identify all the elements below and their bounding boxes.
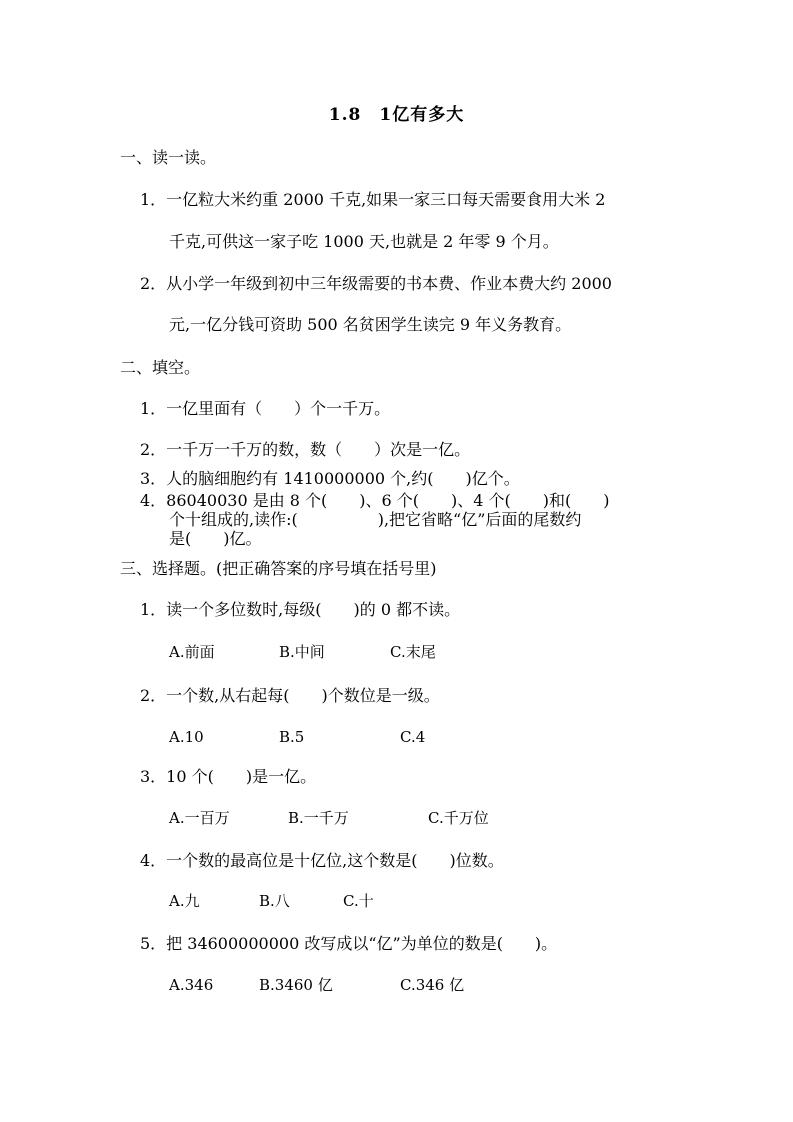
- choice-1-option-a: A.前面: [169, 643, 215, 661]
- choice-2-option-c: C.4: [400, 728, 426, 746]
- choice-question-3: 3．10 个( )是一亿。: [140, 767, 317, 786]
- section-heading-choice: 三、选择题。(把正确答案的序号填在括号里): [120, 559, 437, 578]
- choice-question-2: 2．一个数,从右起每( )个数位是一级。: [140, 686, 440, 705]
- choice-question-5: 5．把 34600000000 改写成以“亿”为单位的数是( )。: [140, 934, 558, 953]
- choice-5-option-c: C.346 亿: [400, 976, 465, 994]
- choice-4-option-a: A.九: [169, 892, 200, 910]
- choice-1-option-b: B.中间: [279, 643, 325, 661]
- choice-4-option-c: C.十: [343, 892, 374, 910]
- read-item-2-line1: 2．从小学一年级到初中三年级需要的书本费、作业本费大约 2000: [140, 274, 612, 293]
- fill-item-3: 3．人的脑细胞约有 1410000000 个,约( )亿个。: [140, 469, 520, 488]
- choice-3-option-b: B.一千万: [288, 809, 349, 827]
- fill-item-4-line2: 个十组成的,读作:( ),把它省略“亿”后面的尾数约: [169, 510, 582, 529]
- fill-item-4-line1: 4．86040030 是由 8 个( )、6 个( )、4 个( )和( ): [140, 491, 610, 510]
- read-item-2-line2: 元,一亿分钱可资助 500 名贫困学生读完 9 年义务教育。: [169, 315, 572, 334]
- choice-5-option-a: A.346: [169, 976, 214, 994]
- fill-item-4-line3: 是( )亿。: [169, 529, 262, 548]
- read-item-1-line1: 1．一亿粒大米约重 2000 千克,如果一家三口每天需要食用大米 2: [140, 190, 606, 209]
- fill-item-2: 2．一千万一千万的数，数（ ）次是一亿。: [140, 440, 471, 459]
- choice-question-4: 4．一个数的最高位是十亿位,这个数是( )位数。: [140, 851, 504, 870]
- choice-2-option-b: B.5: [279, 728, 305, 746]
- section-heading-fill: 二、填空。: [120, 358, 201, 377]
- section-heading-read: 一、读一读。: [120, 148, 217, 167]
- fill-item-1: 1．一亿里面有（ ）个一千万。: [140, 399, 391, 418]
- choice-question-1: 1．读一个多位数时,每级( )的 0 都不读。: [140, 600, 461, 619]
- choice-2-option-a: A.10: [169, 728, 204, 746]
- choice-4-option-b: B.八: [259, 892, 290, 910]
- choice-5-option-b: B.3460 亿: [259, 976, 333, 994]
- page-title: 1.8 1亿有多大: [328, 105, 465, 125]
- choice-3-option-a: A.一百万: [169, 809, 230, 827]
- read-item-1-line2: 千克,可供这一家子吃 1000 天,也就是 2 年零 9 个月。: [169, 232, 559, 251]
- choice-1-option-c: C.末尾: [390, 643, 436, 661]
- choice-3-option-c: C.千万位: [428, 809, 489, 827]
